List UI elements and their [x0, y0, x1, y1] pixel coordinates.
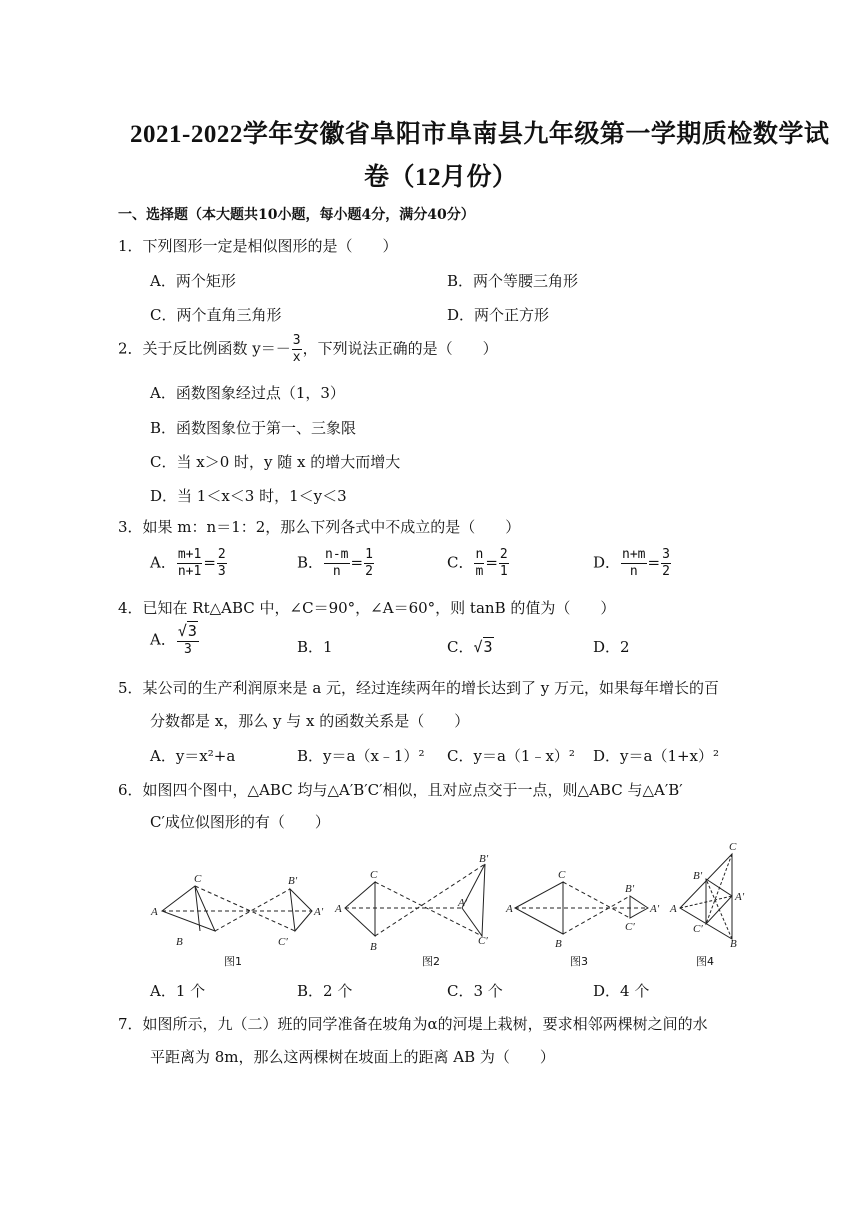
fig3-label-c1: C′: [625, 921, 635, 933]
q4-option-c: [447, 636, 494, 657]
fig4-label-a: A: [670, 903, 677, 915]
question-7-stem-line1: 7．如图所示，九（二）班的同学准备在坡角为α的河堤上栽树，要求相邻两棵树之间的水: [118, 1015, 708, 1033]
q2-fraction: [292, 334, 302, 365]
q2-stem-post: ，下列说法正确的是（ ）: [302, 339, 498, 358]
fig1-label-c: C: [194, 873, 202, 885]
question-4-stem: 4．已知在 Rt△ABC 中，∠C＝90°，∠A＝60°，则 tanB 的值为（ ）: [118, 599, 616, 617]
fig2-label-a1: A′: [458, 897, 468, 909]
fig4-label-b: B: [730, 938, 737, 950]
q2-option-a: A．函数图象经过点（1，3）: [150, 384, 345, 402]
q5-option-d: D．y＝a（1+x）²: [593, 747, 720, 765]
question-5-stem-line1: 5．某公司的生产利润原来是 a 元，经过连续两年的增长达到了 y 万元，如果每年增长的百: [118, 679, 720, 697]
q3-a-rhs: [217, 548, 227, 579]
q3-c-rnum: 2: [499, 547, 508, 562]
fig2-label-b: B: [370, 941, 377, 953]
fig4-label-a1: A′: [735, 891, 745, 903]
q4-c-label: C．: [447, 638, 474, 656]
q2-option-c: C．当 x＞0 时，y 随 x 的增大而增大: [150, 453, 401, 471]
q6-option-d: D．4 个: [593, 982, 650, 1000]
q3-b-lhs: [324, 548, 349, 579]
fig3-label-b: B: [555, 938, 562, 950]
q3-b-den: n: [332, 564, 341, 579]
section-heading: 一、选择题（本大题共10小题，每小题4分，满分40分）: [118, 207, 475, 223]
question-6-stem-line1: 6．如图四个图中，△ABC 均与△A′B′C′相似，且对应点交于一点，则△ABC 与△A′B′: [118, 781, 683, 799]
fig2-label-b1: B′: [479, 853, 489, 865]
q3-b-rhs: [364, 548, 374, 579]
q3-a-rden: 3: [217, 564, 226, 579]
q3-option-d: D． $\frac{n+m}{n}$ = $\frac{3}{2}$: [593, 547, 670, 579]
q1-option-a: A．两个矩形: [150, 272, 236, 290]
figure-4: [680, 854, 732, 939]
q3-d-label: D．: [593, 553, 621, 572]
q3-a-rnum: 2: [217, 547, 226, 562]
q3-c-rhs: [499, 548, 509, 579]
fig4-label-c: C: [729, 841, 737, 853]
figure-caption-4: 图4: [696, 955, 714, 968]
q3-b-rnum: 1: [365, 547, 373, 562]
page-title-line1: 2021-2022学年安徽省阜阳市阜南县九年级第一学期质检数学试: [130, 121, 830, 148]
fig1-label-a: A: [151, 906, 158, 918]
q3-a-lhs: [177, 548, 202, 579]
q3-option-b: B． $\frac{n-m}{n}$ = $\frac{1}{2}$: [297, 547, 373, 579]
q3-b-num: n-m: [325, 547, 349, 562]
q3-d-lhs: [621, 548, 646, 579]
q3-d-rhs: [661, 548, 671, 579]
q1-option-c: C．两个直角三角形: [150, 306, 282, 324]
fig2-label-c1: C′: [478, 935, 488, 947]
fig1-label-b: B: [176, 936, 183, 948]
question-1-stem: 1．下列图形一定是相似图形的是（ ）: [118, 237, 398, 255]
q6-option-a: A．1 个: [150, 982, 206, 1000]
q3-a-num: m+1: [177, 547, 202, 562]
fig3-label-a1: A′: [650, 903, 660, 915]
q3-d-rnum: 3: [662, 547, 670, 562]
q3-b-label: B．: [297, 553, 324, 572]
question-3-stem: 3．如果 m：n＝1：2，那么下列各式中不成立的是（ ）: [118, 518, 521, 536]
fig3-label-b1: B′: [625, 883, 635, 895]
q3-b-rden: 2: [365, 564, 373, 579]
q5-option-a: A．y＝x²+a: [150, 747, 236, 765]
q3-option-a: A． $\frac{m+1}{n+1}$ = $\frac{2}{3}$: [150, 547, 226, 579]
q5-option-b: B．y＝a（x﹣1）²: [297, 747, 425, 765]
question-7-stem-line2: 平距离为 8m，那么这两棵树在坡面上的距离 AB 为（ ）: [150, 1048, 555, 1066]
fig1-label-a1: A′: [314, 906, 324, 918]
q5-option-c: C．y＝a（1﹣x）²: [447, 747, 575, 765]
q2-option-d: D．当 1＜x＜3 时，1＜y＜3: [150, 487, 347, 505]
q4-c-sqrt: √3: [473, 638, 493, 656]
q3-c-lhs: [474, 548, 484, 579]
q3-c-num: n: [475, 547, 484, 562]
q3-a-den: n+1: [177, 564, 202, 579]
q3-c-den: m: [475, 564, 484, 579]
q2-option-b: B．函数图象位于第一、三象限: [150, 419, 357, 437]
fig2-label-a: A: [335, 903, 342, 915]
q1-option-b: B．两个等腰三角形: [447, 272, 579, 290]
q4-b-value: 1: [323, 638, 333, 656]
question-2-stem: [118, 334, 498, 365]
q3-d-num: n+m: [622, 547, 646, 562]
q4-option-a: [150, 624, 200, 657]
q4-d-value: 2: [620, 638, 630, 656]
q2-stem-pre: 2．关于反比例函数 y＝－: [118, 339, 291, 358]
fig2-label-c: C: [370, 869, 378, 881]
fig4-label-c1: C′: [693, 923, 703, 935]
q4-option-d: [593, 636, 630, 657]
fig3-label-a: A: [506, 903, 513, 915]
q6-option-b: B．2 个: [297, 982, 353, 1000]
q4-a-radicand: 3: [187, 622, 197, 640]
q3-d-rden: 2: [662, 564, 670, 579]
q4-a-frac: [177, 624, 199, 657]
q3-c-label: C．: [447, 553, 474, 572]
q3-c-rden: 1: [499, 564, 508, 579]
q4-b-label: B．: [297, 638, 324, 656]
q4-a-den: 3: [183, 642, 192, 657]
q6-option-c: C．3 个: [447, 982, 503, 1000]
figure-caption-2: 图2: [422, 955, 440, 968]
q3-option-c: C． $\frac{n}{m}$ = $\frac{2}{1}$: [447, 547, 508, 579]
q4-d-label: D．: [593, 638, 621, 656]
question-6-stem-line2: C′成位似图形的有（ ）: [150, 813, 330, 831]
q3-a-label: A．: [150, 553, 176, 572]
q4-option-b: [297, 636, 333, 657]
fig1-label-c1: C′: [278, 936, 288, 948]
page-title-line2: 卷（12月份）: [364, 164, 518, 191]
q2-frac-den: x: [292, 350, 301, 365]
figure-1: [162, 886, 312, 931]
fig3-label-c: C: [558, 869, 566, 881]
figure-caption-3: 图3: [570, 955, 588, 968]
q4-a-label: A．: [150, 630, 176, 649]
q2-frac-num: 3: [292, 333, 301, 348]
question-5-stem-line2: 分数都是 x，那么 y 与 x 的函数关系是（ ）: [150, 712, 470, 730]
q1-option-d: D．两个正方形: [447, 306, 550, 324]
figure-caption-1: 图1: [224, 955, 242, 968]
q3-d-den: n: [629, 564, 638, 579]
fig1-label-b1: B′: [288, 875, 298, 887]
fig4-label-b1: B′: [693, 870, 703, 882]
q4-a-num: √3: [177, 622, 197, 640]
q4-c-radicand: 3: [483, 638, 493, 656]
